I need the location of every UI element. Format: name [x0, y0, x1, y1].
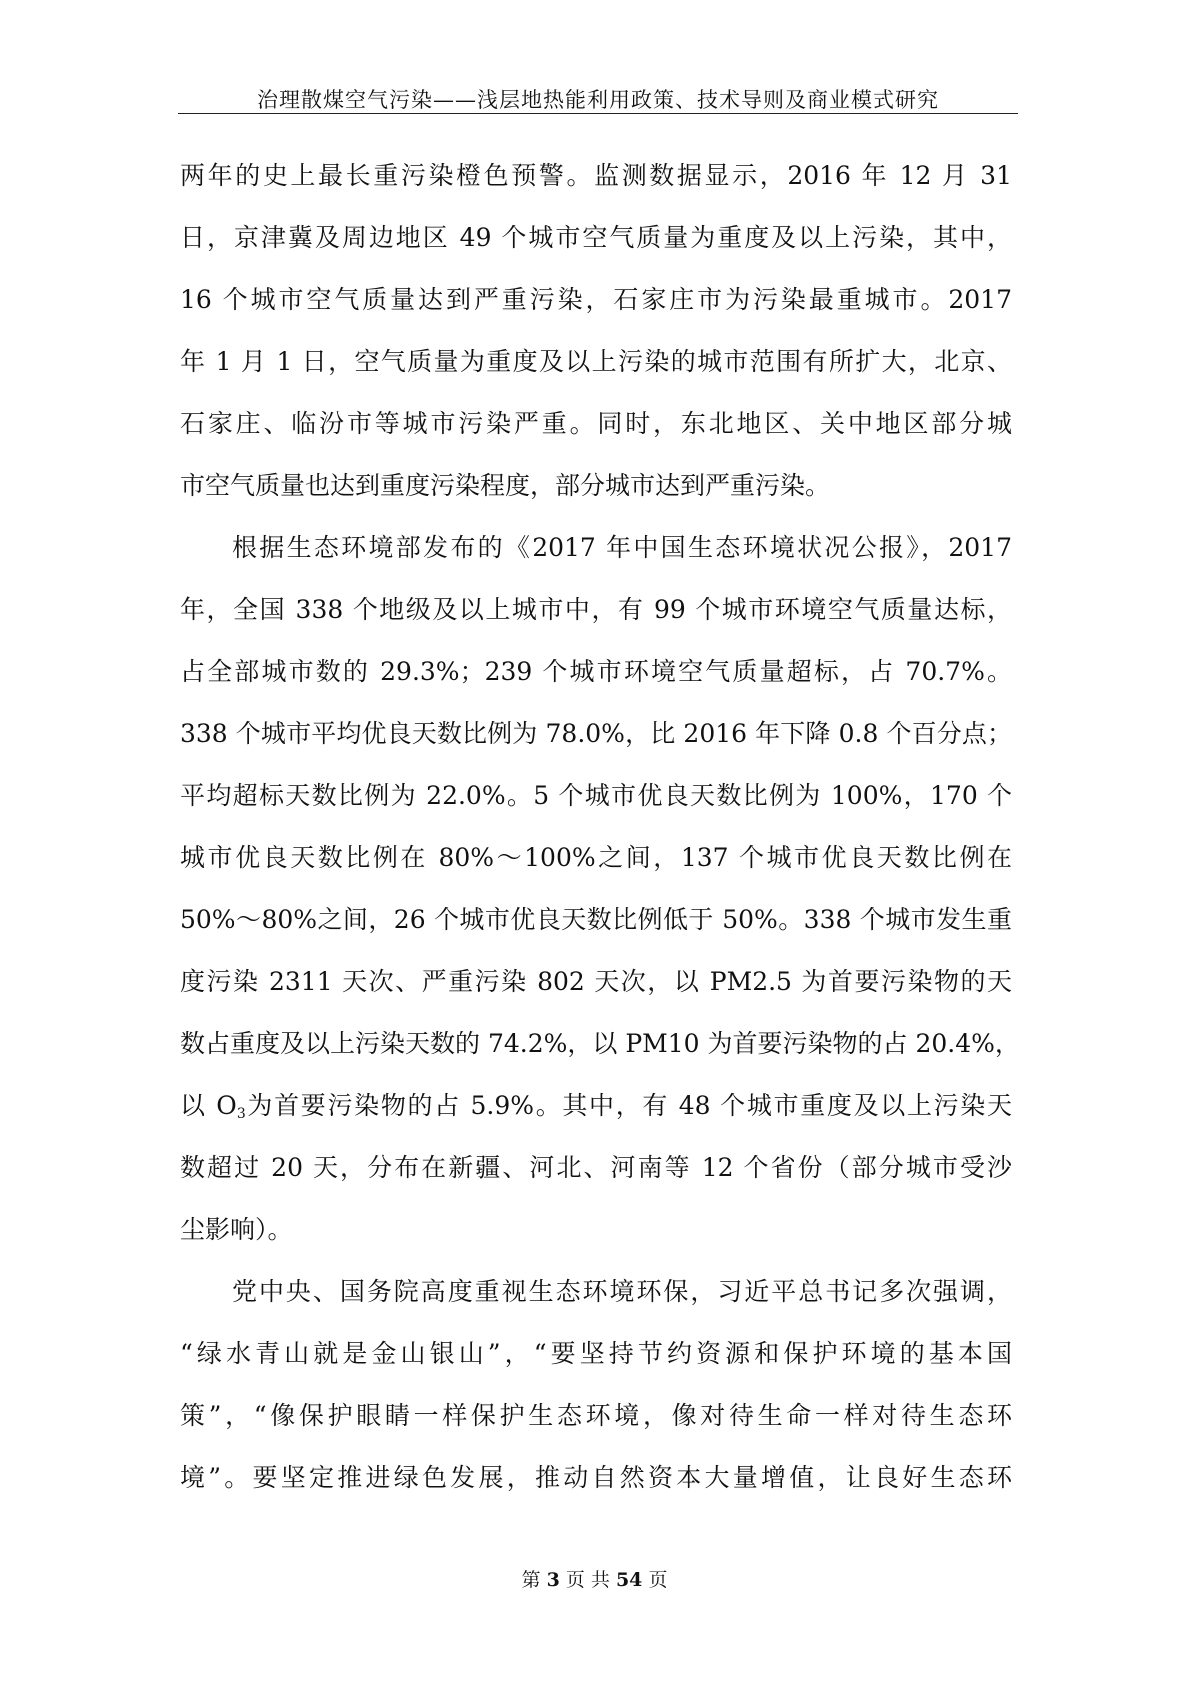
footer-middle: 页 共 [565, 1569, 610, 1591]
text-line: “绿水青山就是金山银山”，“要坚持节约资源和保护环境的基本国 [180, 1339, 1012, 1368]
text-line: 数超过 20 天，分布在新疆、河北、河南等 12 个省份（部分城市受沙 [180, 1153, 1012, 1182]
text-line: 市空气质量也达到重度污染程度，部分城市达到严重污染。 [180, 471, 831, 500]
text-line: 数占重度及以上污染天数的 74.2%，以 PM10 为首要污染物的占 20.4%， [180, 1029, 1020, 1058]
current-page-number: 3 [546, 1569, 560, 1591]
footer-suffix: 页 [648, 1569, 668, 1591]
ozone-subscript: 3 [236, 1106, 246, 1122]
text-line: 城市优良天数比例在 80%～100%之间，137 个城市优良天数比例在 [180, 843, 1012, 872]
total-page-count: 54 [615, 1569, 643, 1591]
ozone-line-rest: 为首要污染物的占 5.9%。其中，有 48 个城市重度及以上污染天 [245, 1091, 1012, 1120]
text-line: 日，京津冀及周边地区 49 个城市空气质量为重度及以上污染，其中， [180, 223, 1012, 252]
text-line: 度污染 2311 天次、严重污染 802 天次，以 PM2.5 为首要污染物的天 [180, 967, 1012, 996]
body-text [180, 145, 1020, 1509]
text-line: 年 1 月 1 日，空气质量为重度及以上污染的城市范围有所扩大，北京、 [180, 347, 1012, 376]
paragraph-start-line: 根据生态环境部发布的《2017 年中国生态环境状况公报》，2017 [232, 533, 1012, 562]
text-line: 平均超标天数比例为 22.0%。5 个城市优良天数比例为 100%，170 个 [180, 781, 1012, 810]
running-header-title: 治理散煤空气污染——浅层地热能利用政策、技术导则及商业模式研究 [257, 88, 939, 112]
text-line: 石家庄、临汾市等城市污染严重。同时，东北地区、关中地区部分城 [180, 409, 1012, 438]
text-line: 338 个城市平均优良天数比例为 78.0%，比 2016 年下降 0.8 个百分点； [180, 719, 1012, 748]
text-line: 境”。要坚定推进绿色发展，推动自然资本大量增值，让良好生态环 [180, 1463, 1012, 1492]
ozone-prefix: 以 O [180, 1091, 237, 1120]
text-line-ozone [180, 1075, 1012, 1137]
text-line: 两年的史上最长重污染橙色预警。监测数据显示，2016 年 12 月 31 [180, 161, 1012, 190]
text-line: 50%～80%之间，26 个城市优良天数比例低于 50%。338 个城市发生重 [180, 905, 1012, 934]
text-line: 策”，“像保护眼睛一样保护生态环境，像对待生命一样对待生态环 [180, 1401, 1012, 1430]
page-footer [0, 1565, 1189, 1592]
text-line: 年，全国 338 个地级及以上城市中，有 99 个城市环境空气质量达标， [180, 595, 1012, 624]
text-line: 占全部城市数的 29.3%；239 个城市环境空气质量超标，占 70.7%。 [180, 657, 1012, 686]
footer-prefix: 第 [521, 1569, 541, 1591]
text-line: 尘影响）。 [180, 1215, 293, 1244]
paragraph-start-line: 党中央、国务院高度重视生态环境环保，习近平总书记多次强调， [232, 1277, 1012, 1306]
text-line: 16 个城市空气质量达到严重污染，石家庄市为污染最重城市。2017 [180, 285, 1012, 314]
header-divider [178, 113, 1018, 114]
